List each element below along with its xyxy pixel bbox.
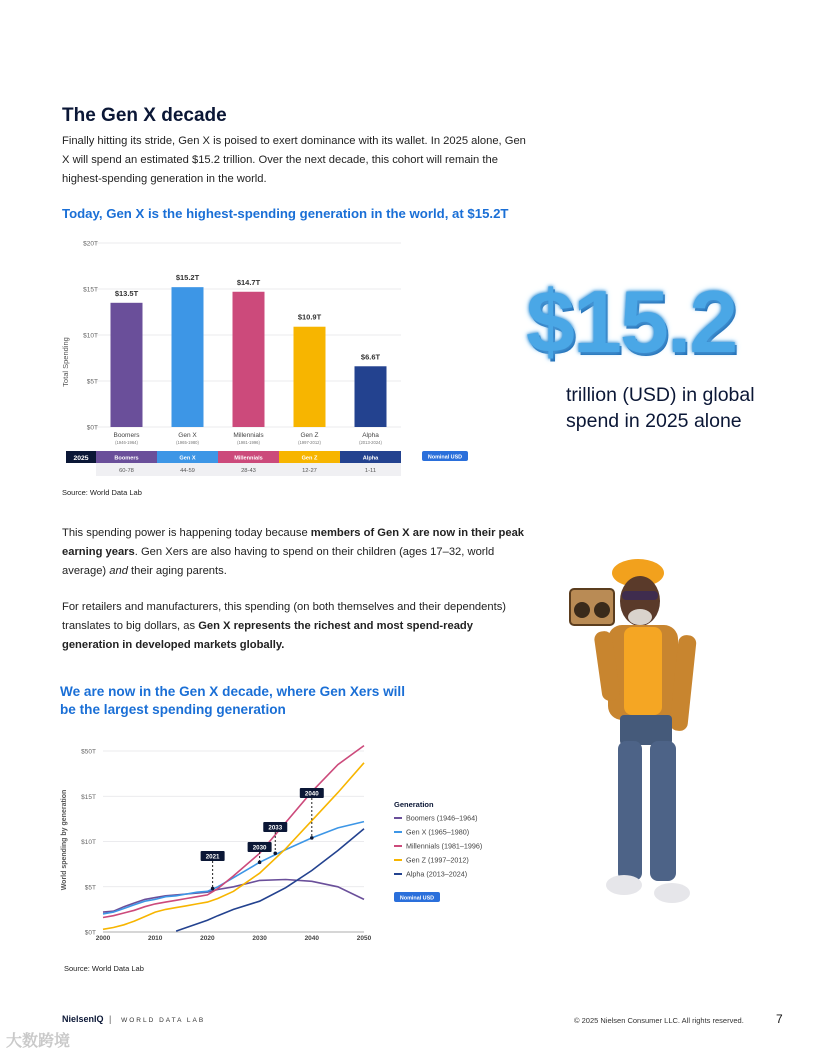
footer-logo: NielsenIQ | WORLD DATA LAB	[62, 1014, 206, 1024]
partner-name: WORLD DATA LAB	[121, 1017, 206, 1024]
year-callout-label: 2021	[205, 853, 220, 861]
chart1-heading: Today, Gen X is the highest-spending generation in the world, at $15.2T	[62, 206, 509, 221]
bar-value-label: $10.9T	[297, 312, 322, 322]
line-xtick-label: 2010	[147, 935, 163, 942]
bar-ytick-label: $10T	[83, 332, 98, 340]
line-ytick-label: $10T	[81, 839, 96, 846]
bar-ytick-label: $5T	[86, 378, 98, 386]
legend-label: Boomers (1946–1964)	[406, 813, 478, 823]
bar	[355, 366, 387, 427]
line-ytick-label: $5T	[84, 884, 96, 892]
brand-name: NielsenIQ	[62, 1014, 104, 1024]
line-xtick-label: 2050	[356, 935, 372, 942]
bar	[111, 303, 143, 427]
table-generation-label: Alpha	[362, 455, 379, 462]
bar-chart	[56, 232, 476, 482]
legend-title: Generation	[394, 800, 434, 809]
legend-label: Alpha (2013–2024)	[406, 869, 468, 879]
line-xtick-label: 2030	[252, 935, 267, 942]
spending-paragraph	[62, 524, 532, 580]
table-age-label: 12-27	[302, 468, 317, 474]
chart2-heading: We are now in the Gen X decade, where Gen Xers will be the largest spending generation	[60, 684, 405, 717]
para2-text-mid: . Gen Xers are also having to spend on their children (ages 17–32, world average)	[62, 545, 495, 577]
series-line	[103, 763, 364, 930]
chart1-source: Source: World Data Lab	[62, 488, 142, 497]
page-title: The Gen X decade	[62, 105, 227, 126]
line-ytick-label: $50T	[81, 748, 96, 756]
bar	[294, 327, 326, 427]
para2-em: and	[109, 564, 128, 577]
bar	[172, 287, 204, 427]
para2-bold: members of Gen X are now in their peak earning years	[62, 527, 525, 558]
bar-value-label: $14.7T	[236, 277, 261, 287]
para3-bold: Gen X represents the richest and most spend-ready generation in developed markets globally.	[62, 619, 473, 651]
legend-label: Millennials (1981–1996)	[406, 841, 483, 851]
retailers-paragraph	[62, 598, 532, 654]
bar-ytick-label: $15T	[83, 286, 98, 294]
line-chart-badge-label: Nominal USD	[399, 895, 435, 902]
intro-paragraph: Finally hitting its stride, Gen X is poised to exert dominance with its wallet. In 2025 alone, Gen X will spend an estimated $15.2 trillion. Over the next decade, this cohort will remain the highest-spending generation in the world.	[62, 135, 526, 185]
bar-chart-ylabel: Total Spending	[61, 337, 70, 387]
bar-category-label: Alpha	[362, 432, 379, 439]
para2-text: This spending power is happening today because	[62, 527, 311, 539]
year-callout-label: 2033	[268, 824, 283, 832]
table-age-label: 44-59	[180, 468, 195, 474]
para2-text-post: their aging parents.	[127, 564, 227, 577]
line-ytick-label: $0T	[84, 929, 96, 937]
watermark: 大数跨境	[6, 1033, 71, 1050]
line-xtick-label: 2000	[95, 935, 111, 942]
bar-ytick-label: $20T	[83, 240, 98, 248]
legend-label: Gen X (1965–1980)	[406, 827, 470, 837]
bar-value-label: $15.2T	[175, 273, 200, 283]
table-year: 2025	[73, 455, 89, 462]
bar-ytick-label: $0T	[86, 424, 98, 432]
copyright: © 2025 Nielsen Consumer LLC. All rights reserved.	[574, 1016, 744, 1025]
table-age-label: 28-43	[241, 468, 256, 474]
table-generation-label: Millennials	[234, 455, 263, 462]
bar-category-label: Boomers	[113, 432, 140, 439]
bar-category-years: (2013-2024)	[359, 440, 382, 445]
bar-category-label: Millennials	[233, 432, 264, 439]
table-generation-label: Boomers	[114, 455, 139, 462]
year-callout-label: 2040	[304, 790, 319, 798]
bar-category-label: Gen X	[178, 432, 197, 439]
line-chart	[56, 740, 496, 950]
table-age-label: 1-11	[364, 468, 377, 474]
line-xtick-label: 2040	[304, 935, 320, 942]
chart2-source: Source: World Data Lab	[64, 964, 144, 973]
table-generation-label: Gen Z	[301, 455, 318, 462]
table-generation-label: Gen X	[179, 455, 196, 462]
bar	[233, 292, 265, 427]
big-number-caption: trillion (USD) in global spend in 2025 alone	[566, 384, 755, 432]
bar-category-label: Gen Z	[300, 432, 319, 439]
bar-value-label: $6.6T	[360, 352, 381, 362]
legend-label: Gen Z (1997–2012)	[406, 855, 469, 865]
bar-category-years: (1981-1996)	[237, 440, 260, 445]
bar-category-years: (1946-1964)	[115, 440, 138, 445]
bar-value-label: $13.5T	[114, 288, 139, 298]
bar-category-years: (1965-1980)	[176, 440, 199, 445]
line-xtick-label: 2020	[200, 935, 215, 942]
bar-category-years: (1997-2012)	[298, 440, 321, 445]
line-chart-ylabel: World spending by generation	[61, 789, 68, 891]
year-callout-label: 2030	[252, 844, 267, 852]
person-with-boombox-image	[568, 555, 728, 920]
para3-text: For retailers and manufacturers, this spending (on both themselves and their dependents) translates to big dollars, as	[62, 601, 507, 632]
line-ytick-label: $15T	[81, 793, 96, 801]
big-number: $15.2	[526, 272, 737, 371]
page-number: 7	[776, 1012, 783, 1026]
table-age-label: 60-78	[119, 468, 134, 474]
bar-chart-badge-label: Nominal USD	[427, 454, 463, 461]
